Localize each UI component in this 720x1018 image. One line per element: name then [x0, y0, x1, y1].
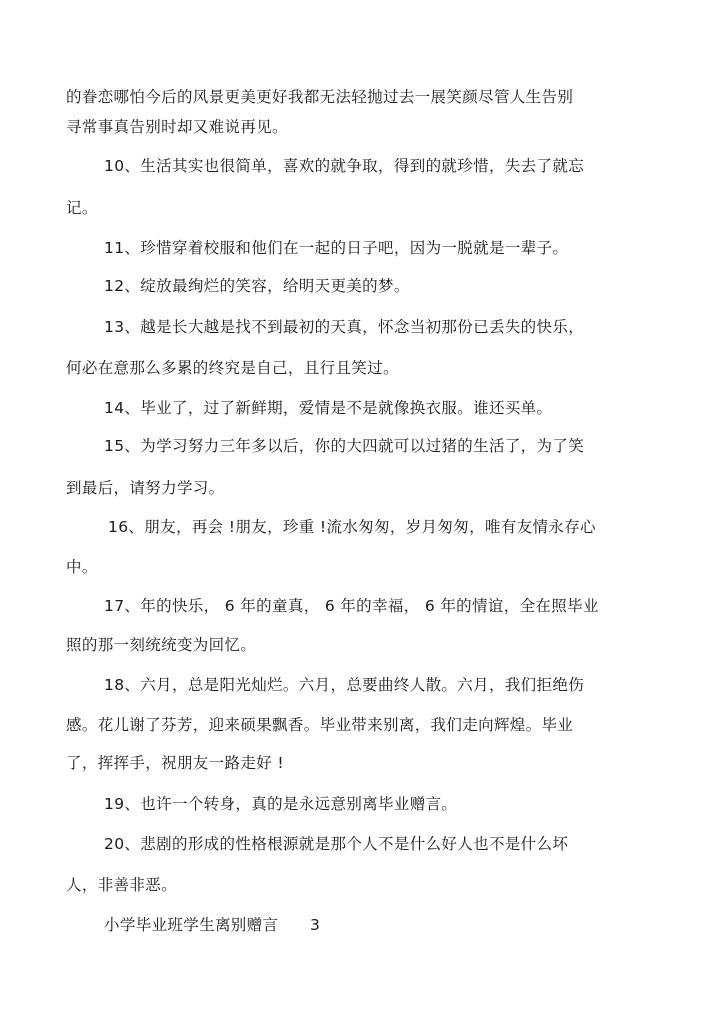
item-20-line-1: 20、悲剧的形成的性格根源就是那个人不是什么好人也不是什么坏: [104, 835, 569, 853]
item-18-line-2: 感。花儿谢了芬芳，迎来硕果飘香。毕业带来别离，我们走向辉煌。毕业: [66, 716, 574, 734]
item-18-line-1: 18、六月，总是阳光灿烂。六月，总要曲终人散。六月，我们拒绝伤: [104, 676, 585, 694]
item-10-line-2: 记。: [66, 199, 98, 217]
item-18-line-3: 了，挥挥手，祝朋友一路走好 !: [66, 754, 284, 772]
item-12-line-1: 12、绽放最绚烂的笑容，给明天更美的梦。: [104, 277, 410, 295]
item-13-line-2: 何必在意那么多累的终究是自己，且行且笑过。: [66, 359, 399, 377]
item-20-line-2: 人，非善非恶。: [66, 876, 177, 894]
item-13-line-1: 13、越是长大越是找不到最初的天真，怀念当初那份已丢失的快乐，: [104, 318, 585, 336]
item-15-line-1: 15、为学习努力三年多以后，你的大四就可以过猪的生活了，为了笑: [104, 437, 585, 455]
item-15-line-2: 到最后，请努力学习。: [66, 479, 225, 497]
item-17-line-1: 17、年的快乐， 6 年的童真， 6 年的幸福， 6 年的情谊，全在照毕业: [104, 597, 599, 615]
text-line-2: 寻常事真告别时却又难说再见。: [66, 118, 288, 136]
item-14-line-1: 14、毕业了，过了新鲜期，爱情是不是就像换衣服。谁还买单。: [104, 399, 553, 417]
item-17-line-2: 照的那一刻统统变为回忆。: [66, 636, 257, 654]
item-16-line-2: 中。: [66, 558, 98, 576]
item-10-line-1: 10、生活其实也很简单，喜欢的就争取，得到的就珍惜，失去了就忘: [104, 157, 585, 175]
text-line-1: 的眷恋哪怕今后的风景更美更好我都无法轻抛过去一展笑颜尽管人生告别: [66, 88, 574, 106]
item-19-line-1: 19、也许一个转身，真的是永远意别离毕业赠言。: [104, 795, 458, 813]
page-footer-title: 小学毕业班学生离别赠言 3: [104, 916, 321, 934]
item-11-line-1: 11、珍惜穿着校服和他们在一起的日子吧，因为一脱就是一辈子。: [104, 239, 569, 257]
item-16-line-1: 16、朋友，再会 !朋友，珍重 !流水匆匆，岁月匆匆，唯有友情永存心: [108, 518, 596, 536]
